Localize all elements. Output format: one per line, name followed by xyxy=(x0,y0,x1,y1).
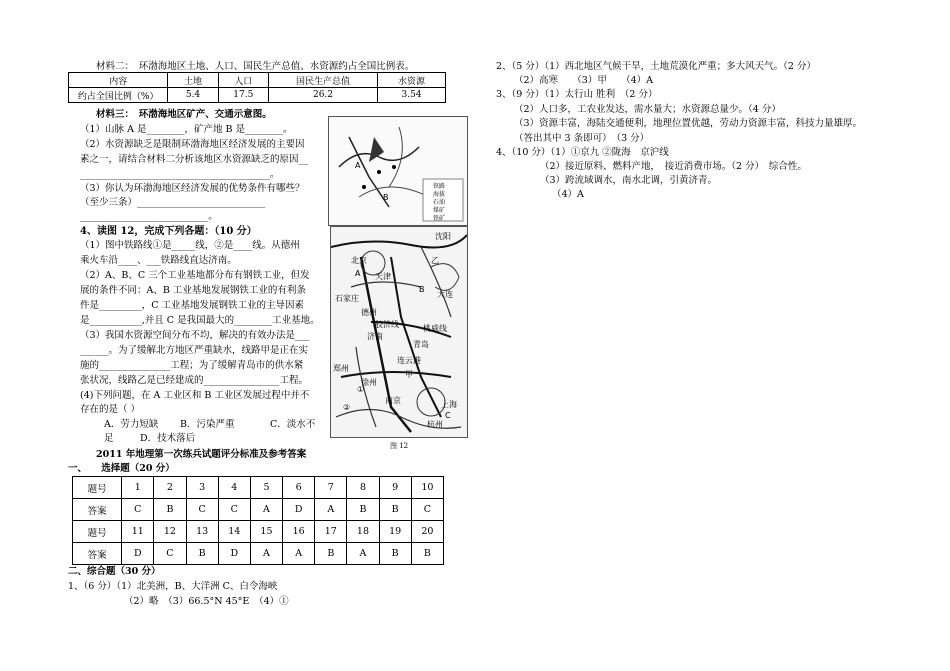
answers-title: 2011 年地理第一次练兵试题评分标准及参考答案 xyxy=(96,449,307,460)
table-cell: 6 xyxy=(283,477,315,499)
answer-line: （3）跨流域调水，南水北调，引黄济青。 xyxy=(540,175,718,186)
table-cell: 15 xyxy=(250,521,282,543)
map2-label: 南京 xyxy=(385,396,401,405)
table-cell: C xyxy=(218,499,250,521)
map2-label: 青岛 xyxy=(413,340,429,349)
table-row xyxy=(73,499,444,521)
question-line: 存在的是（ ） xyxy=(80,404,141,415)
answer1-line1: 1、（6 分）（1）北美洲，B、大洋洲 C、白令海峡 xyxy=(68,581,278,592)
table-cell: 12 xyxy=(154,521,186,543)
question-line: 施的_______________工程；为了缓解青岛市的供水紧 xyxy=(80,360,304,371)
mineral-transport-map xyxy=(328,116,468,226)
table-cell: 16 xyxy=(283,521,315,543)
map2-label: C xyxy=(445,411,451,420)
question-line: （2）A、B、C 三个工业基地都分布有钢铁工业，但发 xyxy=(80,270,310,281)
question-line: ______。为了缓解北方地区严重缺水，线路甲是正在实 xyxy=(80,345,309,356)
map2-label: 天津 xyxy=(375,272,391,281)
map1-label: B xyxy=(383,193,389,202)
table-cell: B xyxy=(347,499,379,521)
answer-line: （答出其中 3 条即可） （3 分） xyxy=(514,133,650,144)
answer-line: （3）资源丰富，海陆交通便利，地理位置优越，劳动力资源丰富，科技力量雄厚。 xyxy=(514,118,863,129)
legend-item: 铁矿 xyxy=(433,215,446,222)
answer1-line2: （2）略 （3）66.5°N 45°E （4）① xyxy=(124,596,289,607)
map1-drawing xyxy=(329,117,467,225)
table-cell: B xyxy=(379,499,411,521)
table-cell: 2 xyxy=(154,477,186,499)
map2-label: 德州 xyxy=(361,308,377,317)
table-cell: 9 xyxy=(379,477,411,499)
answer-line: （4）A xyxy=(552,189,584,200)
question-line: （3）我国水资源空间分布不均，解决的有效办法是___ xyxy=(80,330,310,341)
option-d: D．技术落后 xyxy=(140,433,196,444)
table-cell: 土地 xyxy=(168,73,218,88)
table-cell: 3.54 xyxy=(378,88,446,103)
legend-item: 煤矿 xyxy=(433,207,446,214)
table-cell: 答案 xyxy=(73,543,122,565)
table-cell: 1 xyxy=(122,477,154,499)
map2-label: 大连 xyxy=(437,290,453,299)
question-line: 乘火车沿____、___铁路线直达济南。 xyxy=(80,255,237,266)
map2-label: ① xyxy=(357,385,365,394)
table-cell: 约占全国比例（%） xyxy=(69,88,168,103)
table-cell: 5.4 xyxy=(168,88,218,103)
answer-line: （2）接近原料、燃料产地， 接近消费市场。（2 分） 综合性。 xyxy=(540,161,807,172)
table-cell: B xyxy=(186,543,218,565)
table-cell: A xyxy=(250,499,282,521)
figure-caption: 图 12 xyxy=(390,442,409,450)
answer-line: 2、（5 分）（1）西北地区气候干旱，土地荒漠化严重；多大风天气。（2 分） xyxy=(496,61,816,72)
map2-label: ② xyxy=(343,403,351,412)
table-cell: C xyxy=(122,499,154,521)
legend-item: 石油 xyxy=(433,199,446,206)
legend-item: 铁路 xyxy=(433,183,446,190)
table-row xyxy=(73,521,444,543)
table-cell: D xyxy=(122,543,154,565)
question-line: ___________________________。 xyxy=(80,211,218,222)
table-cell: C xyxy=(154,543,186,565)
question-line: （1）图中铁路线①是_____线，②是____线。从德州 xyxy=(80,240,300,251)
question-line: 张状况，线路乙是已经建成的________________工程。 xyxy=(80,375,309,386)
table-cell: 3 xyxy=(186,477,218,499)
answer-line: （2）高寒 （3）甲 （4）A xyxy=(514,75,653,86)
map2-label: B xyxy=(419,285,425,294)
table-cell: 19 xyxy=(379,521,411,543)
question-line: （2）水资源缺乏是限制环渤海地区经济发展的主要因 xyxy=(80,139,305,150)
option-a: A．劳力短缺 xyxy=(104,419,159,430)
map2-label: 北京 xyxy=(351,256,367,265)
material2-title: 材料二： 环渤海地区土地、人口、国民生产总值、水资源约占全国比例表。 xyxy=(96,61,415,72)
table-cell: 26.2 xyxy=(268,88,377,103)
map2-label: 桃威线 xyxy=(423,324,447,333)
table-cell: 题号 xyxy=(73,521,122,543)
table-cell: 14 xyxy=(218,521,250,543)
answer-table xyxy=(72,476,444,565)
table-row xyxy=(73,477,444,499)
map2-label: 石家庄 xyxy=(335,294,359,303)
map2-label: 乙 xyxy=(431,256,439,265)
option-c: C．淡水不 xyxy=(270,419,316,430)
question-line: 展的条件不同：A、B 工业基地发展钢铁工业的有利条 xyxy=(80,285,306,296)
table-cell: 7 xyxy=(315,477,347,499)
answer-line: 4、（10 分）（1）①京九 ②陇海 京沪线 xyxy=(496,147,669,158)
option-b: B．污染严重 xyxy=(180,419,235,430)
question-line: （至少三条）___________________________ xyxy=(80,197,266,208)
table-cell: 17.5 xyxy=(218,88,268,103)
table-cell: 5 xyxy=(250,477,282,499)
map2-label: 徐州 xyxy=(361,378,377,387)
table-cell: 题号 xyxy=(73,477,122,499)
table-cell: 20 xyxy=(411,521,443,543)
table-cell: D xyxy=(283,499,315,521)
section2-title: 二、综合题（30 分） xyxy=(68,566,161,577)
table-cell: 13 xyxy=(186,521,218,543)
legend-item: 海拔 xyxy=(433,191,446,198)
table-header-row xyxy=(69,73,446,88)
map2-label: 胶济线 xyxy=(375,320,399,329)
question-line: 素之一，请结合材料二分析该地区水资源缺乏的原因__ xyxy=(80,154,309,165)
map2-label: 沈阳 xyxy=(435,232,451,241)
map2-label: A xyxy=(355,269,361,278)
table-cell: 水资源 xyxy=(378,73,446,88)
option-c-cont: 足 xyxy=(104,433,114,444)
map2-label: 连云港 xyxy=(397,356,421,365)
material3-title: 材料三： 环渤海地区矿产、交通示意图。 xyxy=(96,109,272,120)
figure12-railway-map xyxy=(330,226,468,438)
table-cell: 17 xyxy=(315,521,347,543)
table-cell: A xyxy=(315,499,347,521)
table-cell: 11 xyxy=(122,521,154,543)
table-cell: 内容 xyxy=(69,73,168,88)
map2-label: 甲 xyxy=(405,370,413,379)
table-cell: 18 xyxy=(347,521,379,543)
table-cell: A xyxy=(250,543,282,565)
table-cell: 国民生产总值 xyxy=(268,73,377,88)
question-line: （3）你认为环渤海地区经济发展的优势条件有哪些？ xyxy=(80,183,305,194)
map1-label: A xyxy=(355,161,361,170)
question-line: (4)下列问题，在 A 工业区和 B 工业区发展过程中并不 xyxy=(80,390,310,401)
table-cell: B xyxy=(411,543,443,565)
answer-line: （2）人口多，工农业发达，需水量大；水资源总量少。（4 分） xyxy=(514,104,781,115)
map2-label: 济南 xyxy=(367,332,383,341)
table-cell: A xyxy=(283,543,315,565)
answer-line: 3、（9 分）（1）太行山 胜利 （2 分） xyxy=(496,89,658,100)
table-cell: D xyxy=(218,543,250,565)
proportion-table xyxy=(68,72,446,103)
question-line: ________________________________________。 xyxy=(80,169,280,180)
table-cell: B xyxy=(379,543,411,565)
table-row xyxy=(69,88,446,103)
table-cell: 4 xyxy=(218,477,250,499)
table-cell: B xyxy=(154,499,186,521)
table-cell: B xyxy=(315,543,347,565)
table-cell: 8 xyxy=(347,477,379,499)
table-cell: 人口 xyxy=(218,73,268,88)
question-line: 是___________,并且 C 是我国最大的________工业基地。 xyxy=(80,315,320,326)
table-row xyxy=(73,543,444,565)
map2-label: 上海 xyxy=(441,400,457,409)
question-line: （1）山脉 A 是________，矿产地 B 是________。 xyxy=(80,124,293,135)
section1-title: 一、 选择题（20 分） xyxy=(68,463,175,474)
table-cell: A xyxy=(347,543,379,565)
question-line: 件是_________，C 工业基地发展钢铁工业的主导因素 xyxy=(80,300,305,311)
map2-label: 杭州 xyxy=(427,420,443,429)
table-cell: 10 xyxy=(411,477,443,499)
table-cell: 答案 xyxy=(73,499,122,521)
table-cell: C xyxy=(411,499,443,521)
map2-label: 郑州 xyxy=(333,364,349,373)
question4-title: 4、读图 12，完成下列各题：（10 分） xyxy=(80,226,257,237)
table-cell: C xyxy=(186,499,218,521)
